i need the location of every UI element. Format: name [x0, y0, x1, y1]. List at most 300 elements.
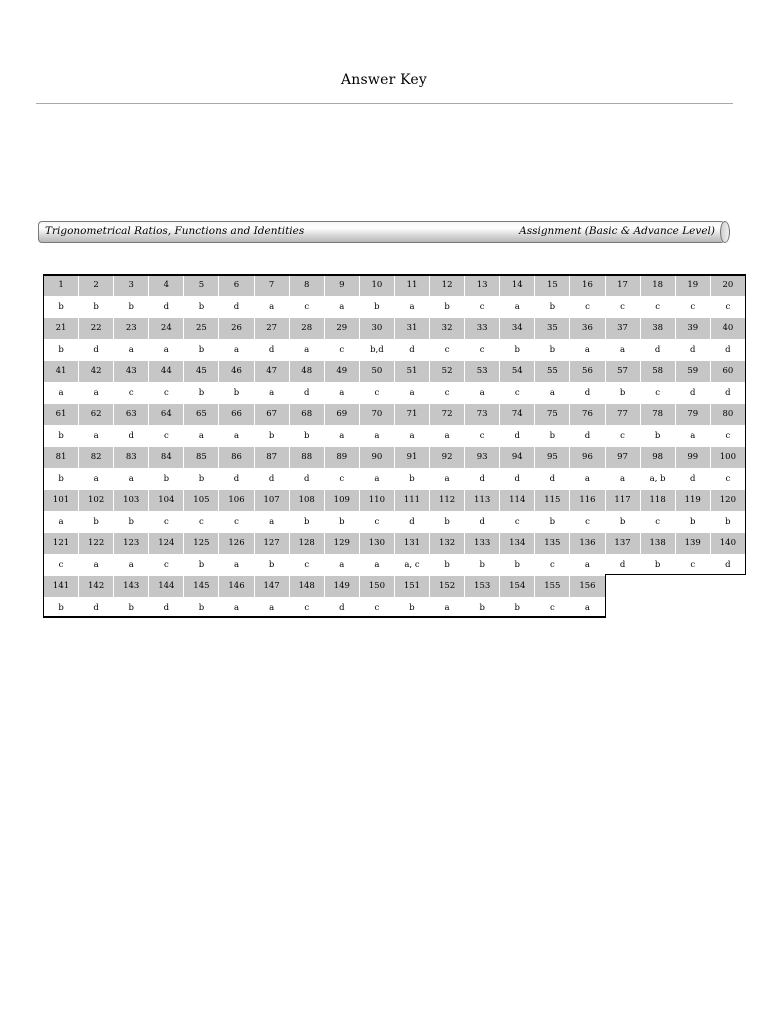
- answer-cell: c: [359, 597, 394, 619]
- answer-cell: b: [430, 554, 465, 576]
- answer-cell: a: [289, 339, 324, 361]
- question-number-cell: 156: [570, 576, 605, 598]
- question-number-row: [44, 447, 746, 469]
- assignment-banner: [38, 221, 730, 243]
- question-number-cell: 47: [254, 361, 289, 383]
- question-number-cell: 140: [710, 533, 745, 555]
- question-number-cell: 127: [254, 533, 289, 555]
- answer-cell: b: [605, 382, 640, 404]
- question-number-cell: 144: [149, 576, 184, 598]
- answer-cell: d: [605, 554, 640, 576]
- question-number-cell: 95: [535, 447, 570, 469]
- answer-cell: c: [465, 425, 500, 447]
- answer-cell: a: [184, 425, 219, 447]
- question-number-cell: 71: [394, 404, 429, 426]
- question-number-cell: 131: [394, 533, 429, 555]
- answer-cell: b: [184, 468, 219, 490]
- question-number-cell: 103: [114, 490, 149, 512]
- question-number-cell: 107: [254, 490, 289, 512]
- empty-cell: [710, 576, 745, 598]
- question-number-cell: 99: [675, 447, 710, 469]
- answer-cell: b: [44, 468, 79, 490]
- question-number-cell: 69: [324, 404, 359, 426]
- question-number-cell: 85: [184, 447, 219, 469]
- question-number-cell: 1: [44, 275, 79, 297]
- question-number-cell: 70: [359, 404, 394, 426]
- answer-cell: a: [465, 382, 500, 404]
- table-border-step: [606, 574, 746, 575]
- question-number-cell: 15: [535, 275, 570, 297]
- question-number-cell: 133: [465, 533, 500, 555]
- question-number-row: [44, 490, 746, 512]
- question-number-cell: 117: [605, 490, 640, 512]
- answer-cell: c: [640, 511, 675, 533]
- answer-cell: a: [394, 382, 429, 404]
- answer-cell: c: [465, 296, 500, 318]
- answer-cell: d: [675, 468, 710, 490]
- question-number-cell: 52: [430, 361, 465, 383]
- answer-cell: c: [289, 554, 324, 576]
- table-border-top: [43, 274, 746, 276]
- question-number-cell: 125: [184, 533, 219, 555]
- answer-cell: b: [114, 597, 149, 619]
- answer-cell: c: [219, 511, 254, 533]
- question-number-cell: 28: [289, 318, 324, 340]
- title-divider: [36, 103, 733, 104]
- answer-cell: b: [184, 382, 219, 404]
- question-number-cell: 51: [394, 361, 429, 383]
- answer-cell: c: [149, 425, 184, 447]
- answer-cell: a: [535, 382, 570, 404]
- question-number-cell: 80: [710, 404, 745, 426]
- answer-cell: a: [79, 425, 114, 447]
- answer-cell: d: [149, 296, 184, 318]
- question-number-cell: 106: [219, 490, 254, 512]
- answer-cell: a: [254, 511, 289, 533]
- question-number-cell: 6: [219, 275, 254, 297]
- question-number-cell: 152: [430, 576, 465, 598]
- answer-cell: a: [324, 554, 359, 576]
- question-number-cell: 137: [605, 533, 640, 555]
- answer-cell: a: [394, 296, 429, 318]
- question-number-cell: 74: [500, 404, 535, 426]
- answer-cell: a: [219, 425, 254, 447]
- answer-cell: a: [500, 296, 535, 318]
- question-number-cell: 41: [44, 361, 79, 383]
- answer-cell: d: [570, 382, 605, 404]
- answer-cell: d: [394, 339, 429, 361]
- question-number-cell: 150: [359, 576, 394, 598]
- question-number-cell: 36: [570, 318, 605, 340]
- question-number-cell: 65: [184, 404, 219, 426]
- answer-cell: c: [289, 597, 324, 619]
- answer-cell: a: [114, 468, 149, 490]
- question-number-cell: 121: [44, 533, 79, 555]
- question-number-cell: 98: [640, 447, 675, 469]
- question-number-cell: 5: [184, 275, 219, 297]
- question-number-cell: 75: [535, 404, 570, 426]
- answer-cell: c: [535, 554, 570, 576]
- question-number-cell: 100: [710, 447, 745, 469]
- question-number-cell: 142: [79, 576, 114, 598]
- question-number-cell: 118: [640, 490, 675, 512]
- answer-cell: b: [289, 511, 324, 533]
- question-number-cell: 120: [710, 490, 745, 512]
- answer-cell: b: [44, 339, 79, 361]
- question-number-cell: 138: [640, 533, 675, 555]
- answer-row: [44, 468, 746, 490]
- answer-cell: c: [149, 554, 184, 576]
- empty-cell: [605, 597, 640, 619]
- question-number-cell: 101: [44, 490, 79, 512]
- banner-topic-label: Trigonometrical Ratios, Functions and Identities: [45, 225, 305, 237]
- question-number-cell: 30: [359, 318, 394, 340]
- question-number-row: [44, 318, 746, 340]
- table-border-step-vertical: [605, 574, 606, 617]
- answer-cell: d: [675, 339, 710, 361]
- question-number-cell: 78: [640, 404, 675, 426]
- answer-cell: b: [640, 554, 675, 576]
- answer-cell: a: [254, 597, 289, 619]
- answer-cell: c: [430, 339, 465, 361]
- answer-cell: b: [535, 511, 570, 533]
- question-number-cell: 20: [710, 275, 745, 297]
- answer-cell: c: [710, 425, 745, 447]
- question-number-cell: 113: [465, 490, 500, 512]
- answer-cell: b: [184, 554, 219, 576]
- answer-cell: b: [535, 339, 570, 361]
- question-number-row: [44, 361, 746, 383]
- table-border-left: [43, 274, 44, 617]
- question-number-cell: 139: [675, 533, 710, 555]
- answer-cell: a, c: [394, 554, 429, 576]
- answer-cell: b: [219, 382, 254, 404]
- answer-cell: b: [535, 425, 570, 447]
- answer-cell: b: [394, 597, 429, 619]
- answer-cell: d: [465, 468, 500, 490]
- answer-cell: c: [324, 339, 359, 361]
- answer-cell: b: [114, 511, 149, 533]
- answer-cell: a: [359, 554, 394, 576]
- answer-cell: a: [79, 382, 114, 404]
- answer-cell: c: [114, 382, 149, 404]
- question-number-cell: 12: [430, 275, 465, 297]
- question-number-cell: 37: [605, 318, 640, 340]
- answer-cell: a: [324, 382, 359, 404]
- question-number-cell: 135: [535, 533, 570, 555]
- question-number-cell: 53: [465, 361, 500, 383]
- question-number-cell: 111: [394, 490, 429, 512]
- question-number-cell: 128: [289, 533, 324, 555]
- question-number-cell: 14: [500, 275, 535, 297]
- question-number-cell: 59: [675, 361, 710, 383]
- answer-cell: b: [430, 296, 465, 318]
- question-number-cell: 58: [640, 361, 675, 383]
- answer-cell: d: [79, 339, 114, 361]
- answer-cell: b: [254, 554, 289, 576]
- question-number-cell: 25: [184, 318, 219, 340]
- question-number-cell: 24: [149, 318, 184, 340]
- answer-row: [44, 554, 746, 576]
- question-number-cell: 116: [570, 490, 605, 512]
- answer-cell: a: [254, 296, 289, 318]
- answer-cell: d: [710, 382, 745, 404]
- question-number-cell: 33: [465, 318, 500, 340]
- answer-cell: d: [219, 296, 254, 318]
- answer-cell: c: [570, 296, 605, 318]
- answer-cell: c: [289, 296, 324, 318]
- question-number-cell: 123: [114, 533, 149, 555]
- question-number-cell: 84: [149, 447, 184, 469]
- question-number-cell: 46: [219, 361, 254, 383]
- question-number-cell: 48: [289, 361, 324, 383]
- answer-cell: a: [359, 425, 394, 447]
- answer-cell: a: [324, 296, 359, 318]
- question-number-cell: 13: [465, 275, 500, 297]
- answer-cell: a: [570, 339, 605, 361]
- question-number-cell: 49: [324, 361, 359, 383]
- question-number-cell: 79: [675, 404, 710, 426]
- question-number-cell: 146: [219, 576, 254, 598]
- question-number-cell: 18: [640, 275, 675, 297]
- question-number-row: [44, 404, 746, 426]
- answer-cell: c: [465, 339, 500, 361]
- question-number-cell: 89: [324, 447, 359, 469]
- answer-cell: a: [44, 511, 79, 533]
- question-number-cell: 154: [500, 576, 535, 598]
- answer-row: [44, 425, 746, 447]
- answer-row: [44, 382, 746, 404]
- answer-cell: c: [430, 382, 465, 404]
- question-number-cell: 155: [535, 576, 570, 598]
- answer-cell: a, b: [640, 468, 675, 490]
- answer-key-table: [43, 274, 746, 619]
- question-number-cell: 34: [500, 318, 535, 340]
- question-number-cell: 67: [254, 404, 289, 426]
- answer-cell: d: [535, 468, 570, 490]
- answer-cell: c: [149, 382, 184, 404]
- question-number-cell: 11: [394, 275, 429, 297]
- answer-cell: c: [640, 382, 675, 404]
- answer-cell: c: [324, 468, 359, 490]
- answer-cell: b: [254, 425, 289, 447]
- answer-cell: c: [184, 511, 219, 533]
- answer-cell: a: [44, 382, 79, 404]
- question-number-cell: 148: [289, 576, 324, 598]
- question-number-cell: 62: [79, 404, 114, 426]
- table-border-bottom: [43, 616, 606, 618]
- answer-cell: b: [500, 554, 535, 576]
- question-number-cell: 32: [430, 318, 465, 340]
- question-number-cell: 35: [535, 318, 570, 340]
- answer-cell: b: [44, 425, 79, 447]
- answer-cell: b: [79, 511, 114, 533]
- question-number-cell: 73: [465, 404, 500, 426]
- answer-cell: a: [324, 425, 359, 447]
- question-number-cell: 145: [184, 576, 219, 598]
- empty-cell: [710, 597, 745, 619]
- question-number-cell: 61: [44, 404, 79, 426]
- question-number-cell: 108: [289, 490, 324, 512]
- answer-cell: d: [570, 425, 605, 447]
- answer-cell: c: [710, 468, 745, 490]
- answer-cell: c: [710, 296, 745, 318]
- question-number-cell: 86: [219, 447, 254, 469]
- question-number-cell: 22: [79, 318, 114, 340]
- question-number-cell: 141: [44, 576, 79, 598]
- answer-cell: b: [359, 296, 394, 318]
- answer-cell: a: [149, 339, 184, 361]
- question-number-cell: 143: [114, 576, 149, 598]
- question-number-cell: 43: [114, 361, 149, 383]
- empty-cell: [640, 576, 675, 598]
- question-number-cell: 122: [79, 533, 114, 555]
- answer-cell: b: [710, 511, 745, 533]
- answer-cell: a: [430, 468, 465, 490]
- answer-cell: a: [359, 468, 394, 490]
- question-number-cell: 93: [465, 447, 500, 469]
- answer-cell: b: [500, 597, 535, 619]
- question-number-cell: 105: [184, 490, 219, 512]
- answer-cell: a: [219, 554, 254, 576]
- question-number-cell: 16: [570, 275, 605, 297]
- question-number-cell: 10: [359, 275, 394, 297]
- answer-cell: c: [675, 296, 710, 318]
- question-number-cell: 44: [149, 361, 184, 383]
- question-number-cell: 56: [570, 361, 605, 383]
- question-number-cell: 55: [535, 361, 570, 383]
- question-number-cell: 72: [430, 404, 465, 426]
- question-number-cell: 82: [79, 447, 114, 469]
- answer-cell: a: [114, 554, 149, 576]
- question-number-row: [44, 533, 746, 555]
- question-number-cell: 112: [430, 490, 465, 512]
- question-number-cell: 136: [570, 533, 605, 555]
- question-number-cell: 88: [289, 447, 324, 469]
- answer-cell: a: [219, 339, 254, 361]
- question-number-cell: 9: [324, 275, 359, 297]
- answer-cell: b: [324, 511, 359, 533]
- answer-cell: c: [359, 511, 394, 533]
- question-number-cell: 90: [359, 447, 394, 469]
- answer-cell: a: [254, 382, 289, 404]
- question-number-cell: 147: [254, 576, 289, 598]
- page-title: Answer Key: [341, 72, 427, 88]
- banner-level-label: Assignment (Basic & Advance Level): [519, 225, 715, 237]
- answer-cell: b: [500, 339, 535, 361]
- answer-cell: c: [359, 382, 394, 404]
- answer-cell: c: [500, 511, 535, 533]
- answer-cell: c: [675, 554, 710, 576]
- answer-cell: d: [324, 597, 359, 619]
- question-number-cell: 92: [430, 447, 465, 469]
- answer-cell: a: [570, 597, 605, 619]
- question-number-cell: 114: [500, 490, 535, 512]
- answer-cell: b: [44, 296, 79, 318]
- question-number-cell: 104: [149, 490, 184, 512]
- question-number-row: [44, 576, 746, 598]
- question-number-cell: 115: [535, 490, 570, 512]
- answer-cell: c: [44, 554, 79, 576]
- question-number-cell: 57: [605, 361, 640, 383]
- question-number-cell: 81: [44, 447, 79, 469]
- question-number-cell: 102: [79, 490, 114, 512]
- answer-cell: c: [535, 597, 570, 619]
- question-number-cell: 8: [289, 275, 324, 297]
- answer-cell: b: [675, 511, 710, 533]
- question-number-cell: 94: [500, 447, 535, 469]
- answer-cell: d: [114, 425, 149, 447]
- question-number-cell: 87: [254, 447, 289, 469]
- answer-cell: b: [394, 468, 429, 490]
- answer-cell: a: [79, 468, 114, 490]
- question-number-cell: 31: [394, 318, 429, 340]
- answer-cell: b: [184, 597, 219, 619]
- question-number-cell: 77: [605, 404, 640, 426]
- empty-cell: [640, 597, 675, 619]
- answer-cell: a: [394, 425, 429, 447]
- question-number-cell: 27: [254, 318, 289, 340]
- question-number-cell: 63: [114, 404, 149, 426]
- question-number-cell: 4: [149, 275, 184, 297]
- answer-cell: d: [289, 468, 324, 490]
- answer-cell: d: [254, 339, 289, 361]
- answer-cell: a: [79, 554, 114, 576]
- question-number-cell: 132: [430, 533, 465, 555]
- answer-cell: d: [640, 339, 675, 361]
- answer-cell: c: [605, 425, 640, 447]
- question-number-cell: 7: [254, 275, 289, 297]
- answer-cell: d: [465, 511, 500, 533]
- question-number-cell: 2: [79, 275, 114, 297]
- answer-cell: a: [219, 597, 254, 619]
- question-number-cell: 38: [640, 318, 675, 340]
- answer-cell: c: [149, 511, 184, 533]
- question-number-cell: 64: [149, 404, 184, 426]
- answer-cell: a: [605, 339, 640, 361]
- question-number-cell: 23: [114, 318, 149, 340]
- answer-cell: a: [605, 468, 640, 490]
- question-number-cell: 19: [675, 275, 710, 297]
- question-number-cell: 54: [500, 361, 535, 383]
- question-number-cell: 50: [359, 361, 394, 383]
- empty-cell: [605, 576, 640, 598]
- question-number-cell: 76: [570, 404, 605, 426]
- answer-cell: b: [44, 597, 79, 619]
- answer-cell: b: [184, 296, 219, 318]
- answer-cell: b: [535, 296, 570, 318]
- answer-cell: b: [465, 554, 500, 576]
- answer-cell: b: [640, 425, 675, 447]
- answer-cell: d: [710, 339, 745, 361]
- answer-cell: b,d: [359, 339, 394, 361]
- question-number-cell: 21: [44, 318, 79, 340]
- answer-cell: b: [184, 339, 219, 361]
- answer-cell: b: [149, 468, 184, 490]
- answer-row: [44, 511, 746, 533]
- empty-cell: [675, 597, 710, 619]
- answer-cell: d: [254, 468, 289, 490]
- answer-cell: a: [430, 425, 465, 447]
- answer-cell: a: [675, 425, 710, 447]
- answer-cell: b: [465, 597, 500, 619]
- question-number-cell: 91: [394, 447, 429, 469]
- question-number-cell: 66: [219, 404, 254, 426]
- question-number-cell: 17: [605, 275, 640, 297]
- answer-row: [44, 296, 746, 318]
- question-number-cell: 40: [710, 318, 745, 340]
- question-number-cell: 42: [79, 361, 114, 383]
